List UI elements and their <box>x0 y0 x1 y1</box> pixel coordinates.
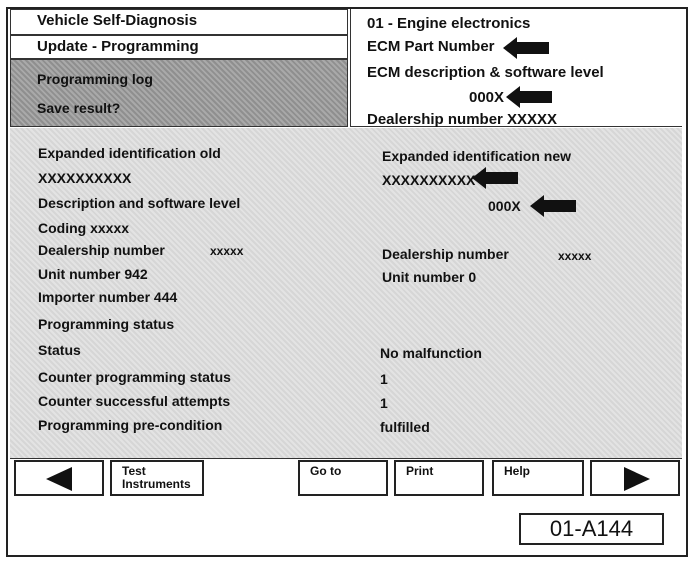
header-left-panel <box>10 9 348 127</box>
new-id-heading: Expanded identification new <box>382 148 572 164</box>
pointer-arrow-icon <box>503 36 549 60</box>
function-title: Update - Programming <box>10 35 348 59</box>
new-software-level: 000X <box>488 198 521 214</box>
old-description-label: Description and software level <box>38 195 241 211</box>
old-unit-number: Unit number 942 <box>38 266 148 282</box>
status-value: No malfunction <box>380 345 482 361</box>
old-id-value: XXXXXXXXXX <box>38 170 132 186</box>
old-coding: Coding xxxxx <box>38 220 130 236</box>
save-result-prompt: Save result? <box>37 100 121 116</box>
test-instruments-line1: Test <box>122 464 146 478</box>
new-dealer-value: xxxxx <box>558 249 592 263</box>
old-importer-number: Importer number 444 <box>38 289 178 305</box>
help-button[interactable] <box>492 460 584 496</box>
ecm-description: ECM description & software level <box>367 64 604 81</box>
arrow-right-icon <box>624 467 650 491</box>
go-to-label: Go to <box>310 464 342 478</box>
identification-panel <box>10 128 682 459</box>
arrow-left-icon <box>46 467 72 491</box>
precondition-label: Programming pre-condition <box>38 417 223 433</box>
app-title: Vehicle Self-Diagnosis <box>10 9 348 35</box>
ecm-part-number: ECM Part Number <box>367 38 495 55</box>
counter-programming-label: Counter programming status <box>38 369 231 385</box>
new-dealer-label: Dealership number <box>382 246 509 262</box>
print-button[interactable] <box>394 460 484 496</box>
ecm-software-level: 000X <box>469 89 505 106</box>
counter-attempts-label: Counter successful attempts <box>38 393 231 409</box>
dealership-number: Dealership number XXXXX <box>367 111 558 128</box>
test-instruments-line2: Instruments <box>122 477 191 491</box>
counter-programming-value: 1 <box>380 371 388 387</box>
old-id-heading: Expanded identification old <box>38 145 221 161</box>
test-instruments-button[interactable] <box>110 460 204 496</box>
old-dealer-value: xxxxx <box>210 244 244 258</box>
pointer-arrow-icon <box>530 194 576 218</box>
header-right-panel <box>350 9 682 127</box>
pointer-arrow-icon <box>472 166 518 190</box>
forward-button[interactable] <box>590 460 680 496</box>
new-unit-number: Unit number 0 <box>382 269 477 285</box>
counter-attempts-value: 1 <box>380 395 388 411</box>
go-to-button[interactable] <box>298 460 388 496</box>
new-id-value: XXXXXXXXXX <box>382 172 476 188</box>
precondition-value: fulfilled <box>380 419 430 435</box>
programming-log-panel <box>10 59 348 127</box>
back-button[interactable] <box>14 460 104 496</box>
programming-status-label: Programming status <box>38 316 175 332</box>
log-title: Programming log <box>37 71 153 87</box>
old-dealer-label: Dealership number <box>38 242 165 258</box>
help-label: Help <box>504 464 531 478</box>
function-button-bar <box>10 458 682 500</box>
status-label: Status <box>38 342 81 358</box>
print-label: Print <box>406 464 434 478</box>
module-name: 01 - Engine electronics <box>367 15 531 32</box>
figure-code: 01-A144 <box>519 513 664 545</box>
pointer-arrow-icon <box>506 85 552 109</box>
